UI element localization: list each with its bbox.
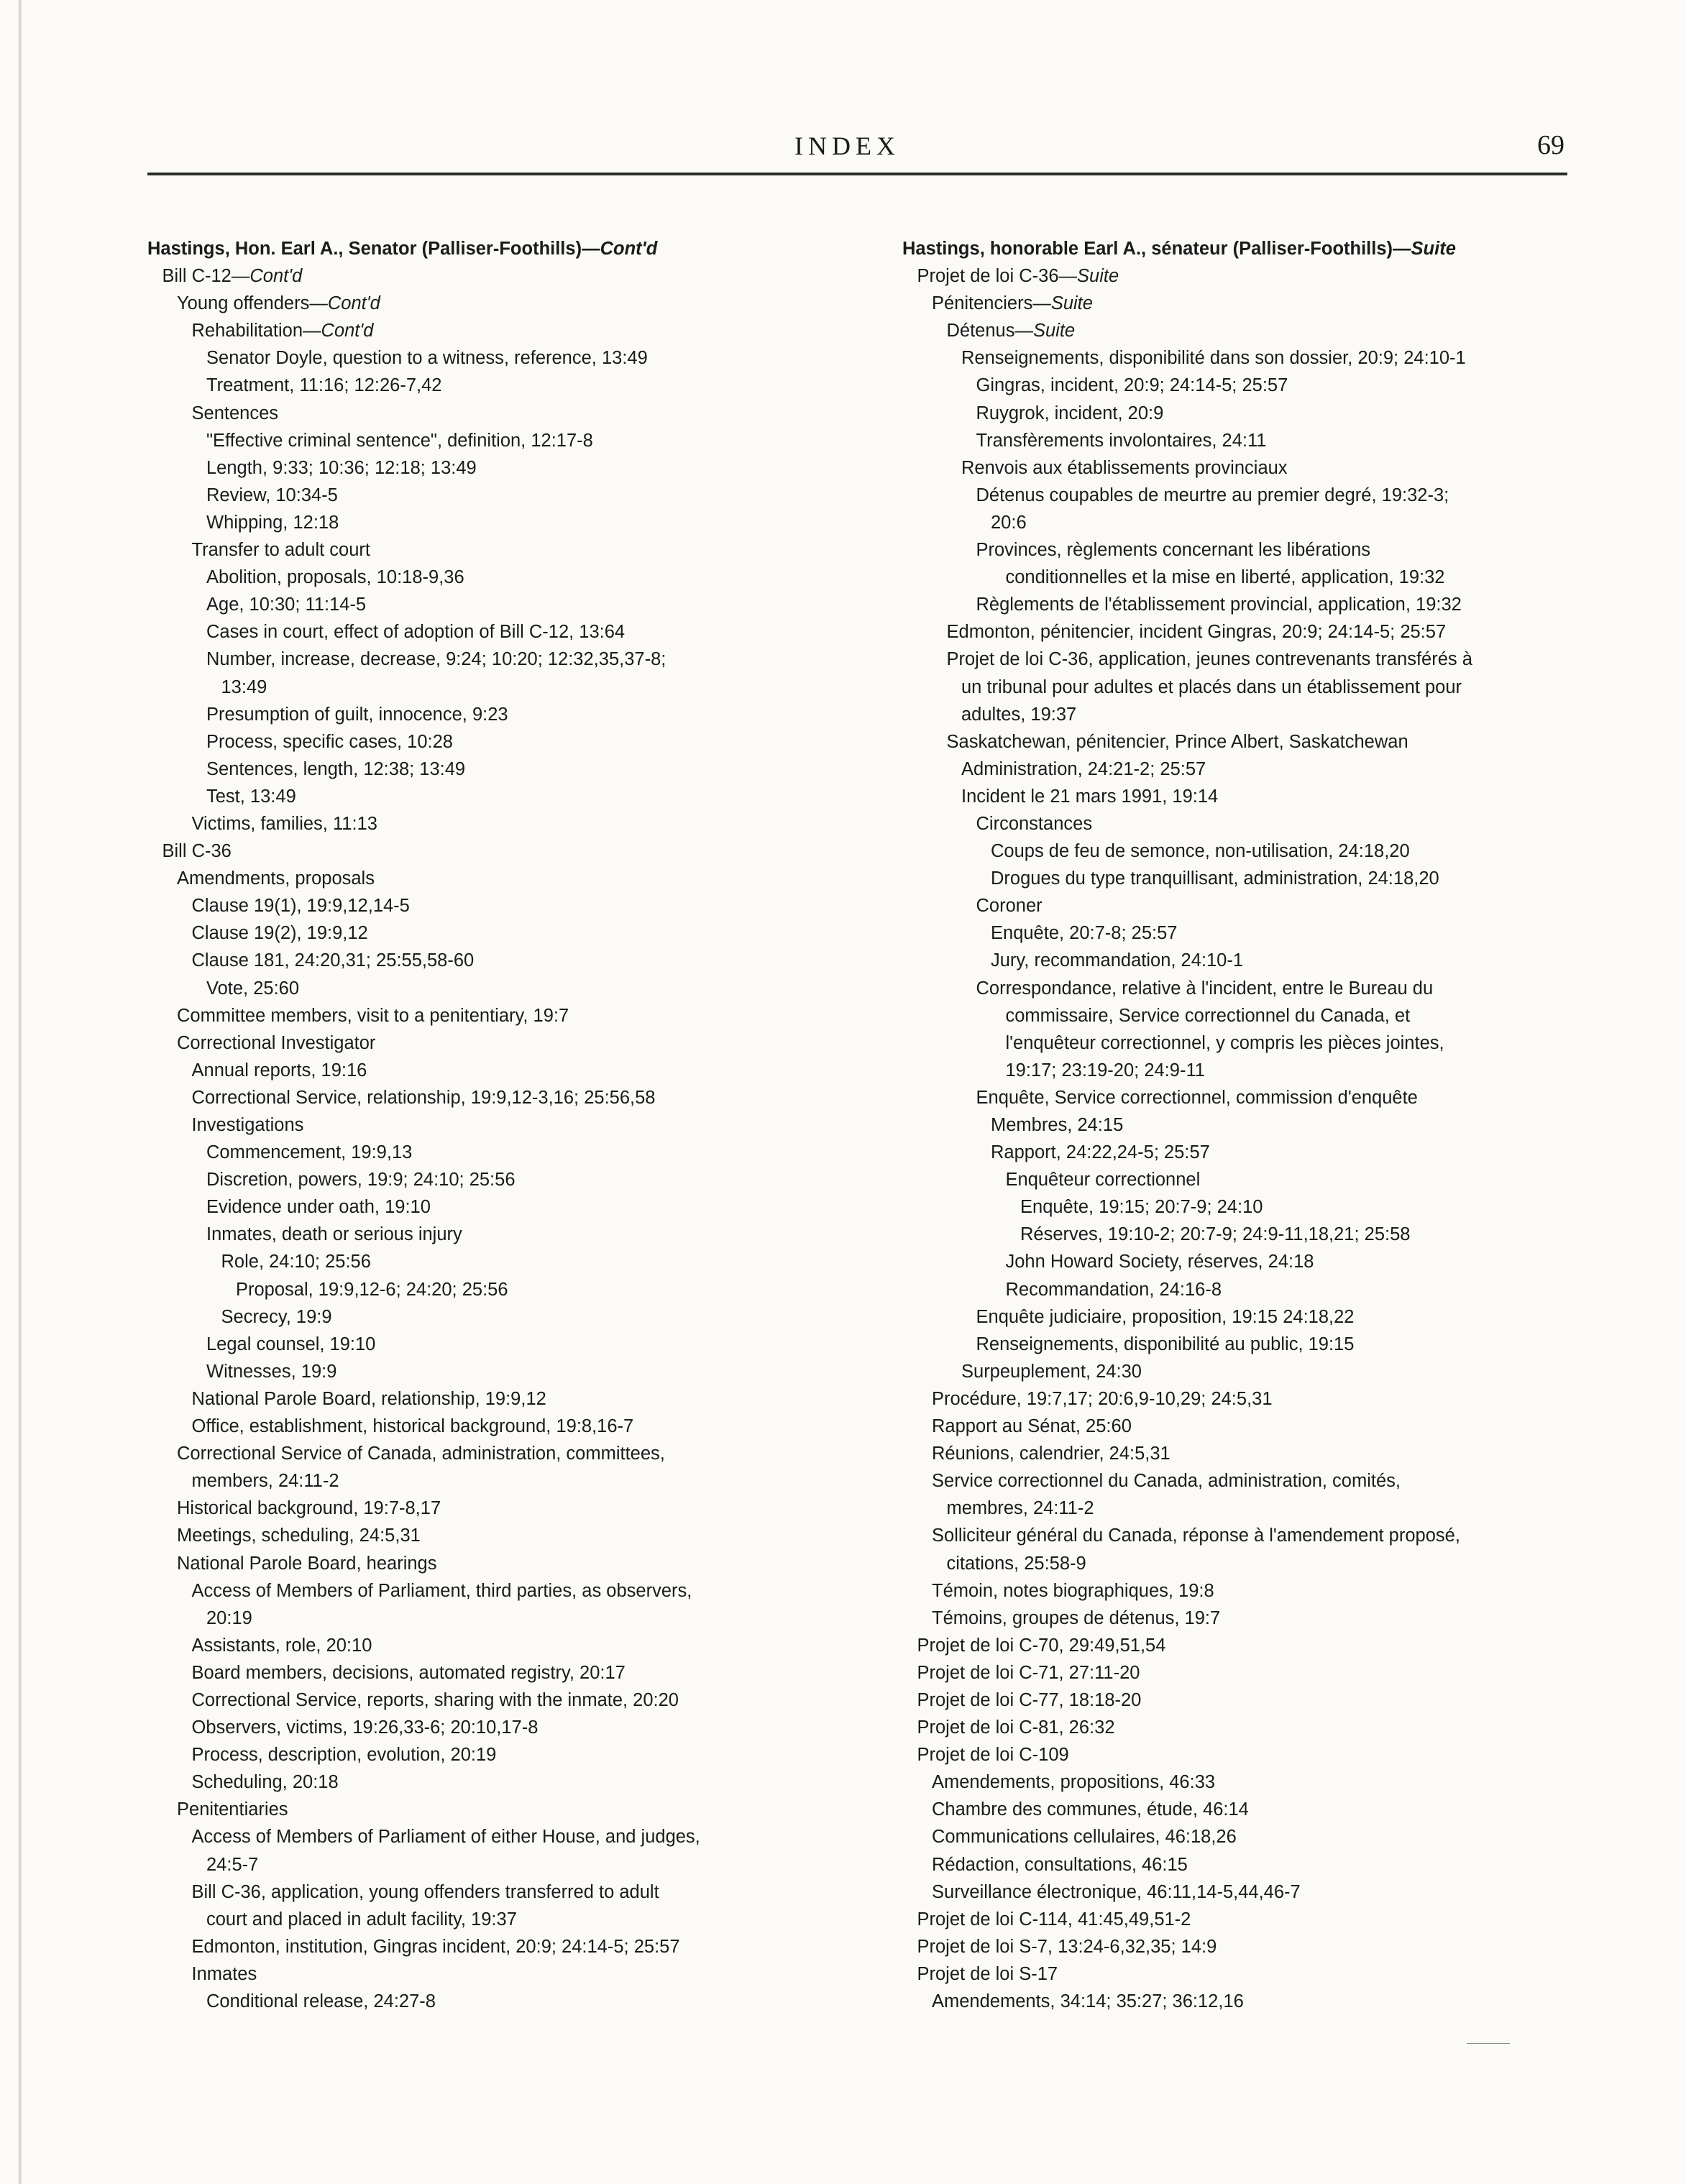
index-entry-text: Incident le 21 mars 1991, 19:14	[961, 786, 1219, 807]
index-entry	[902, 892, 1593, 919]
index-entry-text: Correctional Service of Canada, administration, committees,	[177, 1444, 665, 1464]
index-entry	[902, 1440, 1593, 1467]
continued-marker: Suite	[1077, 266, 1119, 287]
index-entry-text: commissaire, Service correctionnel du Canada, et	[1005, 1005, 1411, 1026]
index-entry-text: Age, 10:30; 11:14-5	[206, 595, 367, 615]
index-entry	[902, 1796, 1593, 1823]
index-entry-text: Projet de loi C-36—	[917, 266, 1078, 287]
index-entry	[902, 290, 1593, 317]
index-entry	[147, 1878, 866, 1906]
index-entry	[902, 1221, 1593, 1248]
index-entry-text: Provinces, règlements concernant les libérations	[976, 540, 1371, 561]
index-entry	[902, 372, 1593, 399]
index-entry-text: National Parole Board, hearings	[177, 1553, 437, 1574]
index-entry-text: Renseignements, disponibilité dans son dossier, 20:9; 24:10-1	[961, 348, 1466, 369]
index-entry-text: Access of Members of Parliament of either House, and judges,	[191, 1827, 700, 1848]
index-entry	[147, 1933, 866, 1960]
index-entry-text: Legal counsel, 19:10	[206, 1334, 376, 1354]
index-entry-text: Transfer to adult court	[191, 540, 371, 561]
index-entry	[147, 1659, 866, 1687]
index-entry	[902, 1906, 1593, 1933]
index-entry-text: Amendements, 34:14; 35:27; 36:12,16	[932, 1991, 1244, 2011]
index-entry	[147, 1741, 866, 1768]
index-entry-text: Role, 24:10; 25:56	[221, 1252, 371, 1272]
index-entry	[147, 865, 866, 892]
index-entry	[902, 1851, 1593, 1878]
index-entry-text: Renvois aux établissements provinciaux	[961, 457, 1288, 478]
index-entry	[147, 1002, 866, 1029]
index-entry	[902, 344, 1593, 372]
index-entry-text: Presumption of guilt, innocence, 9:23	[206, 704, 508, 725]
index-entry	[902, 1577, 1593, 1605]
index-entry-text: Projet de loi C-71, 27:11-20	[917, 1662, 1140, 1683]
index-entry	[902, 1002, 1593, 1029]
index-entry	[147, 1276, 866, 1303]
index-entry	[902, 1467, 1593, 1495]
index-entry-text: Détenus coupables de meurtre au premier degré, 19:32-3;	[976, 485, 1449, 505]
index-entry	[902, 1495, 1593, 1522]
index-entry-text: Cases in court, effect of adoption of Bill C-12, 13:64	[206, 622, 626, 643]
index-entry-text: Enquête, 20:7-8; 25:57	[991, 923, 1178, 944]
index-entry-text: Whipping, 12:18	[206, 512, 339, 533]
index-entry	[902, 454, 1593, 482]
index-entry-text: Jury, recommandation, 24:10-1	[991, 950, 1244, 971]
continued-marker: Cont'd	[249, 266, 303, 287]
continued-marker: Cont'd	[327, 293, 380, 314]
index-entry	[902, 1522, 1593, 1549]
index-entry-text: Correctional Investigator	[177, 1032, 376, 1053]
index-entry-text: Témoins, groupes de détenus, 19:7	[932, 1607, 1221, 1628]
index-entry-text: Circonstances	[976, 813, 1093, 834]
index-entry	[902, 1193, 1593, 1221]
index-entry	[902, 756, 1593, 783]
index-entry	[902, 728, 1593, 756]
index-entry	[902, 1166, 1593, 1193]
index-entry-text: Rapport au Sénat, 25:60	[932, 1416, 1132, 1437]
index-entry-text: Procédure, 19:7,17; 20:6,9-10,29; 24:5,31	[932, 1388, 1273, 1409]
index-entry-text: Sentences	[191, 403, 279, 423]
index-entry-text: Correctional Service, reports, sharing with the inmate, 20:20	[191, 1689, 679, 1710]
index-entry	[147, 564, 866, 591]
index-entry-text: Témoin, notes biographiques, 19:8	[932, 1580, 1214, 1601]
index-entry-text: Commencement, 19:9,13	[206, 1142, 413, 1163]
index-entry-text: Assistants, role, 20:10	[191, 1635, 372, 1656]
index-entry	[902, 947, 1593, 974]
index-entry-text: Projet de loi C-114, 41:45,49,51-2	[917, 1909, 1191, 1930]
index-entry	[902, 536, 1593, 564]
index-entry	[902, 235, 1593, 262]
index-entry	[902, 427, 1593, 454]
index-entry	[902, 1029, 1593, 1057]
index-entry	[902, 317, 1593, 344]
index-entry	[147, 290, 866, 317]
index-entry-text: Access of Members of Parliament, third parties, as observers,	[191, 1580, 692, 1601]
index-entry	[147, 235, 866, 262]
index-entry-text: Transfèrements involontaires, 24:11	[976, 430, 1267, 451]
index-entry-text: National Parole Board, relationship, 19:9,12	[191, 1388, 546, 1409]
index-entry	[902, 400, 1593, 427]
index-entry-text: Annual reports, 19:16	[191, 1060, 367, 1080]
index-entry	[902, 975, 1593, 1002]
index-entry	[902, 1687, 1593, 1714]
index-entry	[902, 262, 1593, 290]
index-entry	[902, 1550, 1593, 1577]
index-entry-text: Projet de loi S-7, 13:24-6,32,35; 14:9	[917, 1936, 1217, 1957]
index-entry-text: Ruygrok, incident, 20:9	[976, 403, 1164, 423]
index-entry-text: un tribunal pour adultes et placés dans un établissement pour	[961, 676, 1462, 697]
index-entry-text: Number, increase, decrease, 9:24; 10:20; 12:32,35,37-8;	[206, 649, 666, 670]
index-entry-text: Edmonton, institution, Gingras incident, 20:9; 24:14-5; 25:57	[191, 1936, 680, 1957]
index-entry-text: Communications cellulaires, 46:18,26	[932, 1827, 1237, 1848]
index-entry-text: Bill C-36	[162, 841, 232, 862]
index-entry	[147, 482, 866, 509]
index-entry-text: Surpeuplement, 24:30	[961, 1361, 1142, 1382]
index-entry-text: Historical background, 19:7-8,17	[177, 1498, 441, 1519]
header-rule	[147, 173, 1567, 175]
index-entry	[902, 482, 1593, 509]
index-entry-text: 19:17; 23:19-20; 24:9-11	[1005, 1060, 1205, 1080]
index-entry	[147, 1632, 866, 1659]
scan-edge	[19, 0, 22, 2184]
index-entry	[147, 1029, 866, 1057]
continued-marker: Suite	[1411, 239, 1456, 259]
index-entry-text: Bill C-12—	[162, 266, 250, 287]
index-entry-text: conditionnelles et la mise en liberté, application, 19:32	[1005, 567, 1445, 588]
index-entry	[147, 372, 866, 399]
index-entry	[902, 1139, 1593, 1166]
index-entry-text: Enquête, Service correctionnel, commission d'enquête	[976, 1087, 1418, 1108]
index-entry	[902, 1358, 1593, 1385]
index-entry	[902, 783, 1593, 810]
index-entry	[147, 1605, 866, 1632]
index-entry	[902, 1714, 1593, 1741]
index-entry	[147, 1248, 866, 1275]
index-entry	[147, 892, 866, 919]
index-entry	[902, 865, 1593, 892]
index-entry-text: Committee members, visit to a penitentiary, 19:7	[177, 1005, 569, 1026]
index-entry	[147, 1057, 866, 1084]
index-entry-text: Projet de loi C-70, 29:49,51,54	[917, 1635, 1166, 1656]
index-entry-text: Process, description, evolution, 20:19	[191, 1745, 497, 1766]
index-entry-text: court and placed in adult facility, 19:37	[206, 1909, 517, 1930]
index-entry	[147, 536, 866, 564]
index-entry	[902, 838, 1593, 865]
index-entry	[902, 1084, 1593, 1111]
index-entry-text: l'enquêteur correctionnel, y compris les pièces jointes,	[1005, 1032, 1444, 1053]
index-entry-text: Chambre des communes, étude, 46:14	[932, 1799, 1249, 1820]
index-entry-text: 13:49	[221, 676, 267, 697]
index-entry-text: Process, specific cases, 10:28	[206, 731, 453, 752]
index-entry	[902, 1605, 1593, 1632]
index-entry	[147, 838, 866, 865]
index-entry-text: Senator Doyle, question to a witness, reference, 13:49	[206, 348, 648, 369]
index-entry-text: Board members, decisions, automated registry, 20:17	[191, 1662, 626, 1683]
index-entry	[147, 1440, 866, 1467]
index-entry	[902, 919, 1593, 947]
index-entry-text: Clause 181, 24:20,31; 25:55,58-60	[191, 950, 475, 971]
index-entry	[147, 1111, 866, 1139]
index-entry-text: Observers, victims, 19:26,33-6; 20:10,17-8	[191, 1717, 539, 1738]
index-entry-text: Amendments, proposals	[177, 868, 375, 889]
index-entry-text: Review, 10:34-5	[206, 485, 338, 505]
index-entry	[147, 701, 866, 728]
index-entry-text: Amendements, propositions, 46:33	[932, 1772, 1216, 1793]
index-entry	[902, 1823, 1593, 1850]
index-entry	[147, 1303, 866, 1331]
index-entry	[902, 701, 1593, 728]
index-entry	[902, 1933, 1593, 1960]
index-entry	[147, 674, 866, 701]
index-entry	[147, 427, 866, 454]
index-entry	[147, 1577, 866, 1605]
index-entry	[147, 1960, 866, 1988]
index-entry	[147, 1550, 866, 1577]
index-entry	[902, 1248, 1593, 1275]
index-entry-text: Projet de loi C-109	[917, 1745, 1069, 1766]
index-entry	[147, 1467, 866, 1495]
index-entry	[147, 1796, 866, 1823]
index-entry-text: Bill C-36, application, young offenders transferred to adult	[191, 1881, 659, 1902]
index-entry-text: Inmates	[191, 1963, 257, 1984]
index-entry	[147, 919, 866, 947]
continued-marker: Suite	[1032, 321, 1076, 341]
index-entry	[147, 1166, 866, 1193]
index-entry	[147, 1413, 866, 1440]
index-entry-text: Enquête judiciaire, proposition, 19:15 24:18,22	[976, 1306, 1355, 1327]
index-entry	[902, 1057, 1593, 1084]
index-entry-text: 24:5-7	[206, 1854, 259, 1875]
index-entry	[147, 1331, 866, 1358]
page-number: 69	[1537, 130, 1564, 160]
index-entry-text: Clause 19(1), 19:9,12,14-5	[191, 896, 410, 917]
index-entry	[147, 1906, 866, 1933]
index-entry	[147, 947, 866, 974]
running-head: INDEX	[794, 132, 900, 160]
index-entry-text: Rapport, 24:22,24-5; 25:57	[991, 1142, 1210, 1163]
index-entry	[147, 646, 866, 673]
index-entry-text: Administration, 24:21-2; 25:57	[961, 758, 1206, 779]
index-entry-text: Meetings, scheduling, 24:5,31	[177, 1525, 421, 1546]
index-entry-text: John Howard Society, réserves, 24:18	[1005, 1252, 1314, 1272]
index-entry-text: Règlements de l'établissement provincial, application, 19:32	[976, 595, 1462, 615]
index-entry	[902, 810, 1593, 838]
index-entry	[902, 509, 1593, 536]
index-entry-text: Correctional Service, relationship, 19:9,12-3,16; 25:56,58	[191, 1087, 656, 1108]
index-entry-text: Projet de loi C-81, 26:32	[917, 1717, 1115, 1738]
index-entry	[147, 1687, 866, 1714]
index-entry-text: Inmates, death or serious injury	[206, 1224, 462, 1245]
index-entry	[147, 1385, 866, 1413]
index-entry-text: 20:6	[991, 512, 1027, 533]
index-entry	[902, 1303, 1593, 1331]
index-entry-text: Young offenders—	[177, 293, 328, 314]
index-entry	[902, 1413, 1593, 1440]
index-entry-text: Saskatchewan, pénitencier, Prince Albert, Saskatchewan	[946, 731, 1408, 752]
index-entry	[902, 1960, 1593, 1988]
index-entry-text: Renseignements, disponibilité au public, 19:15	[976, 1334, 1355, 1354]
index-entry	[147, 1193, 866, 1221]
index-entry	[147, 1084, 866, 1111]
index-entry	[147, 317, 866, 344]
index-entry-text: Recommandation, 24:16-8	[1005, 1279, 1222, 1300]
index-entry	[147, 1522, 866, 1549]
index-entry	[147, 344, 866, 372]
index-entry-text: Surveillance électronique, 46:11,14-5,44,46-7	[932, 1881, 1301, 1902]
index-entry	[147, 1714, 866, 1741]
index-entry	[147, 728, 866, 756]
index-entry-text: Conditional release, 24:27-8	[206, 1991, 436, 2011]
index-entry-text: Vote, 25:60	[206, 978, 300, 999]
index-entry-text: membres, 24:11-2	[946, 1498, 1094, 1519]
index-entry-text: Scheduling, 20:18	[191, 1772, 339, 1793]
index-entry-text: Enquêteur correctionnel	[1005, 1170, 1201, 1190]
index-entry	[902, 1741, 1593, 1768]
index-entry-text: Secrecy, 19:9	[221, 1306, 332, 1327]
index-entry-text: Pénitenciers—	[932, 293, 1051, 314]
index-entry	[902, 564, 1593, 591]
index-entry-text: Solliciteur général du Canada, réponse à l'amendement proposé,	[932, 1525, 1460, 1546]
index-entry	[147, 1823, 866, 1850]
index-entry	[902, 591, 1593, 618]
index-entry-text: Détenus—	[946, 321, 1033, 341]
index-entry	[147, 1139, 866, 1166]
index-entry	[147, 1221, 866, 1248]
index-entry	[902, 1988, 1593, 2015]
index-entry-text: 20:19	[206, 1607, 252, 1628]
index-entry-text: citations, 25:58-9	[946, 1553, 1086, 1574]
index-entry	[902, 1659, 1593, 1687]
index-entry-text: Rehabilitation—	[191, 321, 321, 341]
scan-mark	[1467, 2043, 1510, 2044]
index-entry-text: Projet de loi S-17	[917, 1963, 1058, 1984]
index-entry	[147, 783, 866, 810]
index-entry-text: Length, 9:33; 10:36; 12:18; 13:49	[206, 457, 477, 478]
index-entry-text: Hastings, Hon. Earl A., Senator (Palliser-Foothills)—	[147, 239, 600, 259]
index-entry-text: Projet de loi C-36, application, jeunes contrevenants transférés à	[946, 649, 1472, 670]
index-entry	[147, 618, 866, 646]
index-entry-text: Service correctionnel du Canada, administration, comités,	[932, 1471, 1401, 1492]
index-entry-text: adultes, 19:37	[961, 704, 1077, 725]
index-entry-text: Correspondance, relative à l'incident, entre le Bureau du	[976, 978, 1434, 999]
index-entry	[147, 400, 866, 427]
index-entry-text: Coups de feu de semonce, non-utilisation, 24:18,20	[991, 841, 1410, 862]
index-entry-text: Coroner	[976, 896, 1043, 917]
index-entry-text: Sentences, length, 12:38; 13:49	[206, 758, 466, 779]
index-entry	[902, 1878, 1593, 1906]
index-entry	[147, 756, 866, 783]
index-entry	[902, 674, 1593, 701]
index-entry-text: Proposal, 19:9,12-6; 24:20; 25:56	[236, 1279, 508, 1300]
index-column-right	[902, 235, 1593, 2015]
index-entry-text: Abolition, proposals, 10:18-9,36	[206, 567, 464, 588]
index-entry-text: Evidence under oath, 19:10	[206, 1197, 431, 1218]
continued-marker: Cont'd	[321, 321, 374, 341]
index-entry	[902, 1111, 1593, 1139]
index-entry	[902, 646, 1593, 673]
index-entry-text: Réserves, 19:10-2; 20:7-9; 24:9-11,18,21; 25:58	[1020, 1224, 1411, 1245]
index-column-left	[147, 235, 866, 2015]
index-entry	[147, 262, 866, 290]
index-entry-text: Victims, families, 11:13	[191, 813, 377, 834]
index-entry	[902, 1385, 1593, 1413]
index-entry	[902, 1331, 1593, 1358]
index-entry	[147, 810, 866, 838]
index-entry-text: Office, establishment, historical background, 19:8,16-7	[191, 1416, 634, 1437]
index-entry-text: Witnesses, 19:9	[206, 1361, 337, 1382]
index-entry-text: Treatment, 11:16; 12:26-7,42	[206, 375, 442, 396]
continued-marker: Cont'd	[600, 239, 658, 259]
index-entry-text: Hastings, honorable Earl A., sénateur (Palliser-Foothills)—	[902, 239, 1411, 259]
index-entry	[147, 1768, 866, 1796]
index-entry-text: Edmonton, pénitencier, incident Gingras, 20:9; 24:14-5; 25:57	[946, 622, 1447, 643]
index-entry	[147, 1495, 866, 1522]
index-entry-text: Discretion, powers, 19:9; 24:10; 25:56	[206, 1170, 516, 1190]
index-entry	[902, 1768, 1593, 1796]
index-entry-text: Membres, 24:15	[991, 1115, 1124, 1135]
index-entry-text: Clause 19(2), 19:9,12	[191, 923, 368, 944]
index-entry	[147, 454, 866, 482]
index-entry	[147, 1851, 866, 1878]
index-entry-text: "Effective criminal sentence", definition, 12:17-8	[206, 430, 593, 451]
index-entry	[902, 1632, 1593, 1659]
index-entry-text: Drogues du type tranquillisant, administration, 24:18,20	[991, 868, 1439, 889]
index-entry	[147, 509, 866, 536]
index-entry	[147, 1358, 866, 1385]
index-entry-text: Rédaction, consultations, 46:15	[932, 1854, 1188, 1875]
index-entry-text: Réunions, calendrier, 24:5,31	[932, 1444, 1170, 1464]
index-entry	[147, 591, 866, 618]
index-entry	[902, 1276, 1593, 1303]
index-entry-text: Test, 13:49	[206, 786, 296, 807]
index-entry-text: Projet de loi C-77, 18:18-20	[917, 1689, 1142, 1710]
index-entry	[902, 618, 1593, 646]
index-entry-text: Enquête, 19:15; 20:7-9; 24:10	[1020, 1197, 1263, 1218]
index-entry-text: members, 24:11-2	[191, 1471, 339, 1492]
index-entry-text: Penitentiaries	[177, 1799, 288, 1820]
index-entry	[147, 975, 866, 1002]
index-entry	[147, 1988, 866, 2015]
continued-marker: Suite	[1050, 293, 1093, 314]
index-entry-text: Gingras, incident, 20:9; 24:14-5; 25:57	[976, 375, 1288, 396]
index-entry-text: Investigations	[191, 1115, 304, 1135]
